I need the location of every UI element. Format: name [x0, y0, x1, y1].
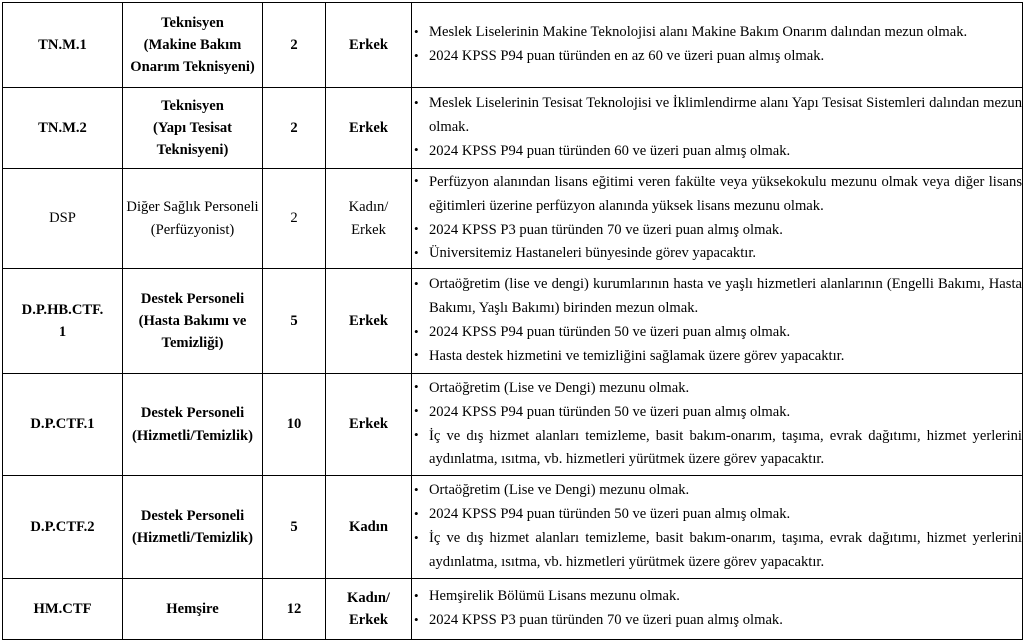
position-title-line-1: Destek Personeli [140, 405, 245, 422]
requirement-item: • Ortaöğretim (Lise ve Dengi) mezunu olmak. [412, 479, 1022, 503]
table-row [3, 579, 1023, 640]
requirement-item: • Ortaöğretim (Lise ve Dengi) mezunu olmak. [412, 377, 1022, 401]
cell-requirements [412, 269, 1023, 374]
cell-requirements [412, 169, 1023, 269]
cell-vacancy-count: 2 [263, 169, 326, 269]
cell-position-title [123, 169, 263, 269]
cell-position-code [3, 476, 123, 579]
position-title-line-2: (Hasta Bakımı ve [138, 312, 247, 329]
cell-gender [326, 3, 412, 88]
position-title-line-1: Teknisyen [161, 97, 224, 114]
requirements-list [412, 273, 1022, 369]
cell-position-title [123, 476, 263, 579]
requirement-item: • Ortaöğretim (lise ve dengi) kurumlarının hasta ve yaşlı hizmetleri alanlarının (Engelli Bakımı, Hasta Bakımı, Yaşlı Bakımı) birinden mezun olmak. [412, 273, 1022, 321]
cell-vacancy-count: 12 [263, 579, 326, 640]
gender-line-2: Erkek [349, 612, 388, 628]
table-row [3, 88, 1023, 169]
requirement-item: • İç ve dış hizmet alanları temizleme, basit bakım-onarım, taşıma, evrak dağıtımı, hizmet yerlerini aydınlatma, ısıtma, vb. hizmetleri yürütmek üzere görev yapacaktır. [412, 425, 1022, 473]
cell-requirements [412, 3, 1023, 88]
position-code-text: D.P.CTF.2 [30, 518, 95, 535]
cell-vacancy-count: 5 [263, 476, 326, 579]
cell-gender [326, 88, 412, 169]
requirement-item: • 2024 KPSS P3 puan türünden 70 ve üzeri puan almış olmak. [412, 219, 1022, 243]
cell-gender [326, 476, 412, 579]
position-code-text: D.P.HB.CTF. [21, 301, 104, 318]
cell-vacancy-count: 10 [263, 374, 326, 476]
gender-line-1: Kadın [349, 518, 388, 535]
cell-vacancy-count: 5 [263, 269, 326, 374]
position-code-text: DSP [49, 210, 76, 227]
cell-requirements [412, 579, 1023, 640]
position-title-line-1: Diğer Sağlık Personeli [126, 199, 259, 216]
cell-position-title [123, 88, 263, 169]
requirement-item: • 2024 KPSS P3 puan türünden 70 ve üzeri puan almış olmak. [412, 609, 1022, 633]
requirements-list [412, 479, 1022, 575]
requirement-item: • Hasta destek hizmetini ve temizliğini sağlamak üzere görev yapacaktır. [412, 345, 1022, 369]
cell-position-code [3, 88, 123, 169]
gender-line-2: Erkek [351, 221, 386, 238]
cell-requirements [412, 476, 1023, 579]
position-title-line-3: Onarım Teknisyeni) [130, 59, 255, 76]
table-row [3, 374, 1023, 476]
cell-vacancy-count: 2 [263, 3, 326, 88]
requirement-item: • 2024 KPSS P94 puan türünden en az 60 ve üzeri puan almış olmak. [412, 45, 1022, 69]
position-title-line-1: Teknisyen [161, 14, 224, 31]
requirements-list [412, 171, 1022, 267]
position-title-line-3: Teknisyeni) [156, 142, 229, 159]
position-title-line-1: Hemşire [166, 600, 219, 617]
position-code-text: TN.M.1 [38, 36, 87, 53]
table-row [3, 476, 1023, 579]
personnel-requirements-table [2, 2, 1023, 640]
cell-position-title [123, 3, 263, 88]
requirement-item: • İç ve dış hizmet alanları temizleme, basit bakım-onarım, taşıma, evrak dağıtımı, hizmet yerlerini aydınlatma, ısıtma, vb. hizmetleri yürütmek üzere görev yapacaktır. [412, 527, 1022, 575]
position-code-text-line2: 1 [58, 324, 67, 340]
requirement-item: • Hemşirelik Bölümü Lisans mezunu olmak. [412, 585, 1022, 609]
table-row [3, 3, 1023, 88]
gender-line-1: Kadın/ [348, 199, 389, 216]
cell-vacancy-count: 2 [263, 88, 326, 169]
requirements-list [412, 377, 1022, 473]
requirement-item: • 2024 KPSS P94 puan türünden 50 ve üzeri puan almış olmak. [412, 321, 1022, 345]
requirement-item: • 2024 KPSS P94 puan türünden 50 ve üzeri puan almış olmak. [412, 401, 1022, 425]
gender-line-1: Erkek [349, 36, 388, 53]
cell-position-code [3, 374, 123, 476]
table-row [3, 169, 1023, 269]
requirement-item: • Perfüzyon alanından lisans eğitimi veren fakülte veya yüksekokulu mezunu olmak veya diğer lisans eğitimleri üzerine perfüzyon alanında yüksek lisans mezunu olmak. [412, 171, 1022, 219]
cell-requirements [412, 374, 1023, 476]
cell-position-title [123, 269, 263, 374]
position-title-line-2: (Yapı Tesisat [152, 119, 233, 136]
gender-line-1: Erkek [349, 416, 388, 433]
position-title-line-1: Destek Personeli [140, 507, 245, 524]
cell-position-title [123, 374, 263, 476]
gender-line-1: Erkek [349, 119, 388, 136]
requirements-list [412, 21, 1022, 69]
position-title-line-3: Temizliği) [161, 335, 224, 352]
gender-line-1: Kadın/ [347, 589, 390, 606]
position-title-line-2: (Perfüzyonist) [150, 221, 235, 238]
position-title-line-2: (Hizmetli/Temizlik) [131, 530, 254, 546]
table-row [3, 269, 1023, 374]
position-code-text: D.P.CTF.1 [30, 416, 95, 433]
cell-position-code [3, 269, 123, 374]
cell-gender [326, 169, 412, 269]
cell-requirements [412, 88, 1023, 169]
requirement-item: • 2024 KPSS P94 puan türünden 60 ve üzeri puan almış olmak. [412, 140, 1022, 164]
requirements-list [412, 585, 1022, 633]
position-title-line-2: (Hizmetli/Temizlik) [131, 427, 254, 444]
cell-position-code [3, 579, 123, 640]
requirement-item: • Üniversitemiz Hastaneleri bünyesinde görev yapacaktır. [412, 242, 1022, 266]
position-code-text: TN.M.2 [38, 119, 87, 136]
cell-gender [326, 579, 412, 640]
cell-position-title [123, 579, 263, 640]
position-title-line-2: (Makine Bakım [143, 36, 242, 53]
table-body [3, 3, 1023, 640]
cell-position-code [3, 169, 123, 269]
cell-gender [326, 269, 412, 374]
requirement-item: • Meslek Liselerinin Makine Teknolojisi alanı Makine Bakım Onarım dalından mezun olmak. [412, 21, 1022, 45]
gender-line-1: Erkek [349, 312, 388, 329]
requirement-item: • 2024 KPSS P94 puan türünden 50 ve üzeri puan almış olmak. [412, 503, 1022, 527]
position-code-text: HM.CTF [33, 600, 92, 617]
cell-gender [326, 374, 412, 476]
position-title-line-1: Destek Personeli [140, 290, 245, 307]
cell-position-code [3, 3, 123, 88]
requirement-item: • Meslek Liselerinin Tesisat Teknolojisi ve İklimlendirme alanı Yapı Tesisat Sistemleri dalından mezun olmak. [412, 92, 1022, 140]
requirements-list [412, 92, 1022, 164]
